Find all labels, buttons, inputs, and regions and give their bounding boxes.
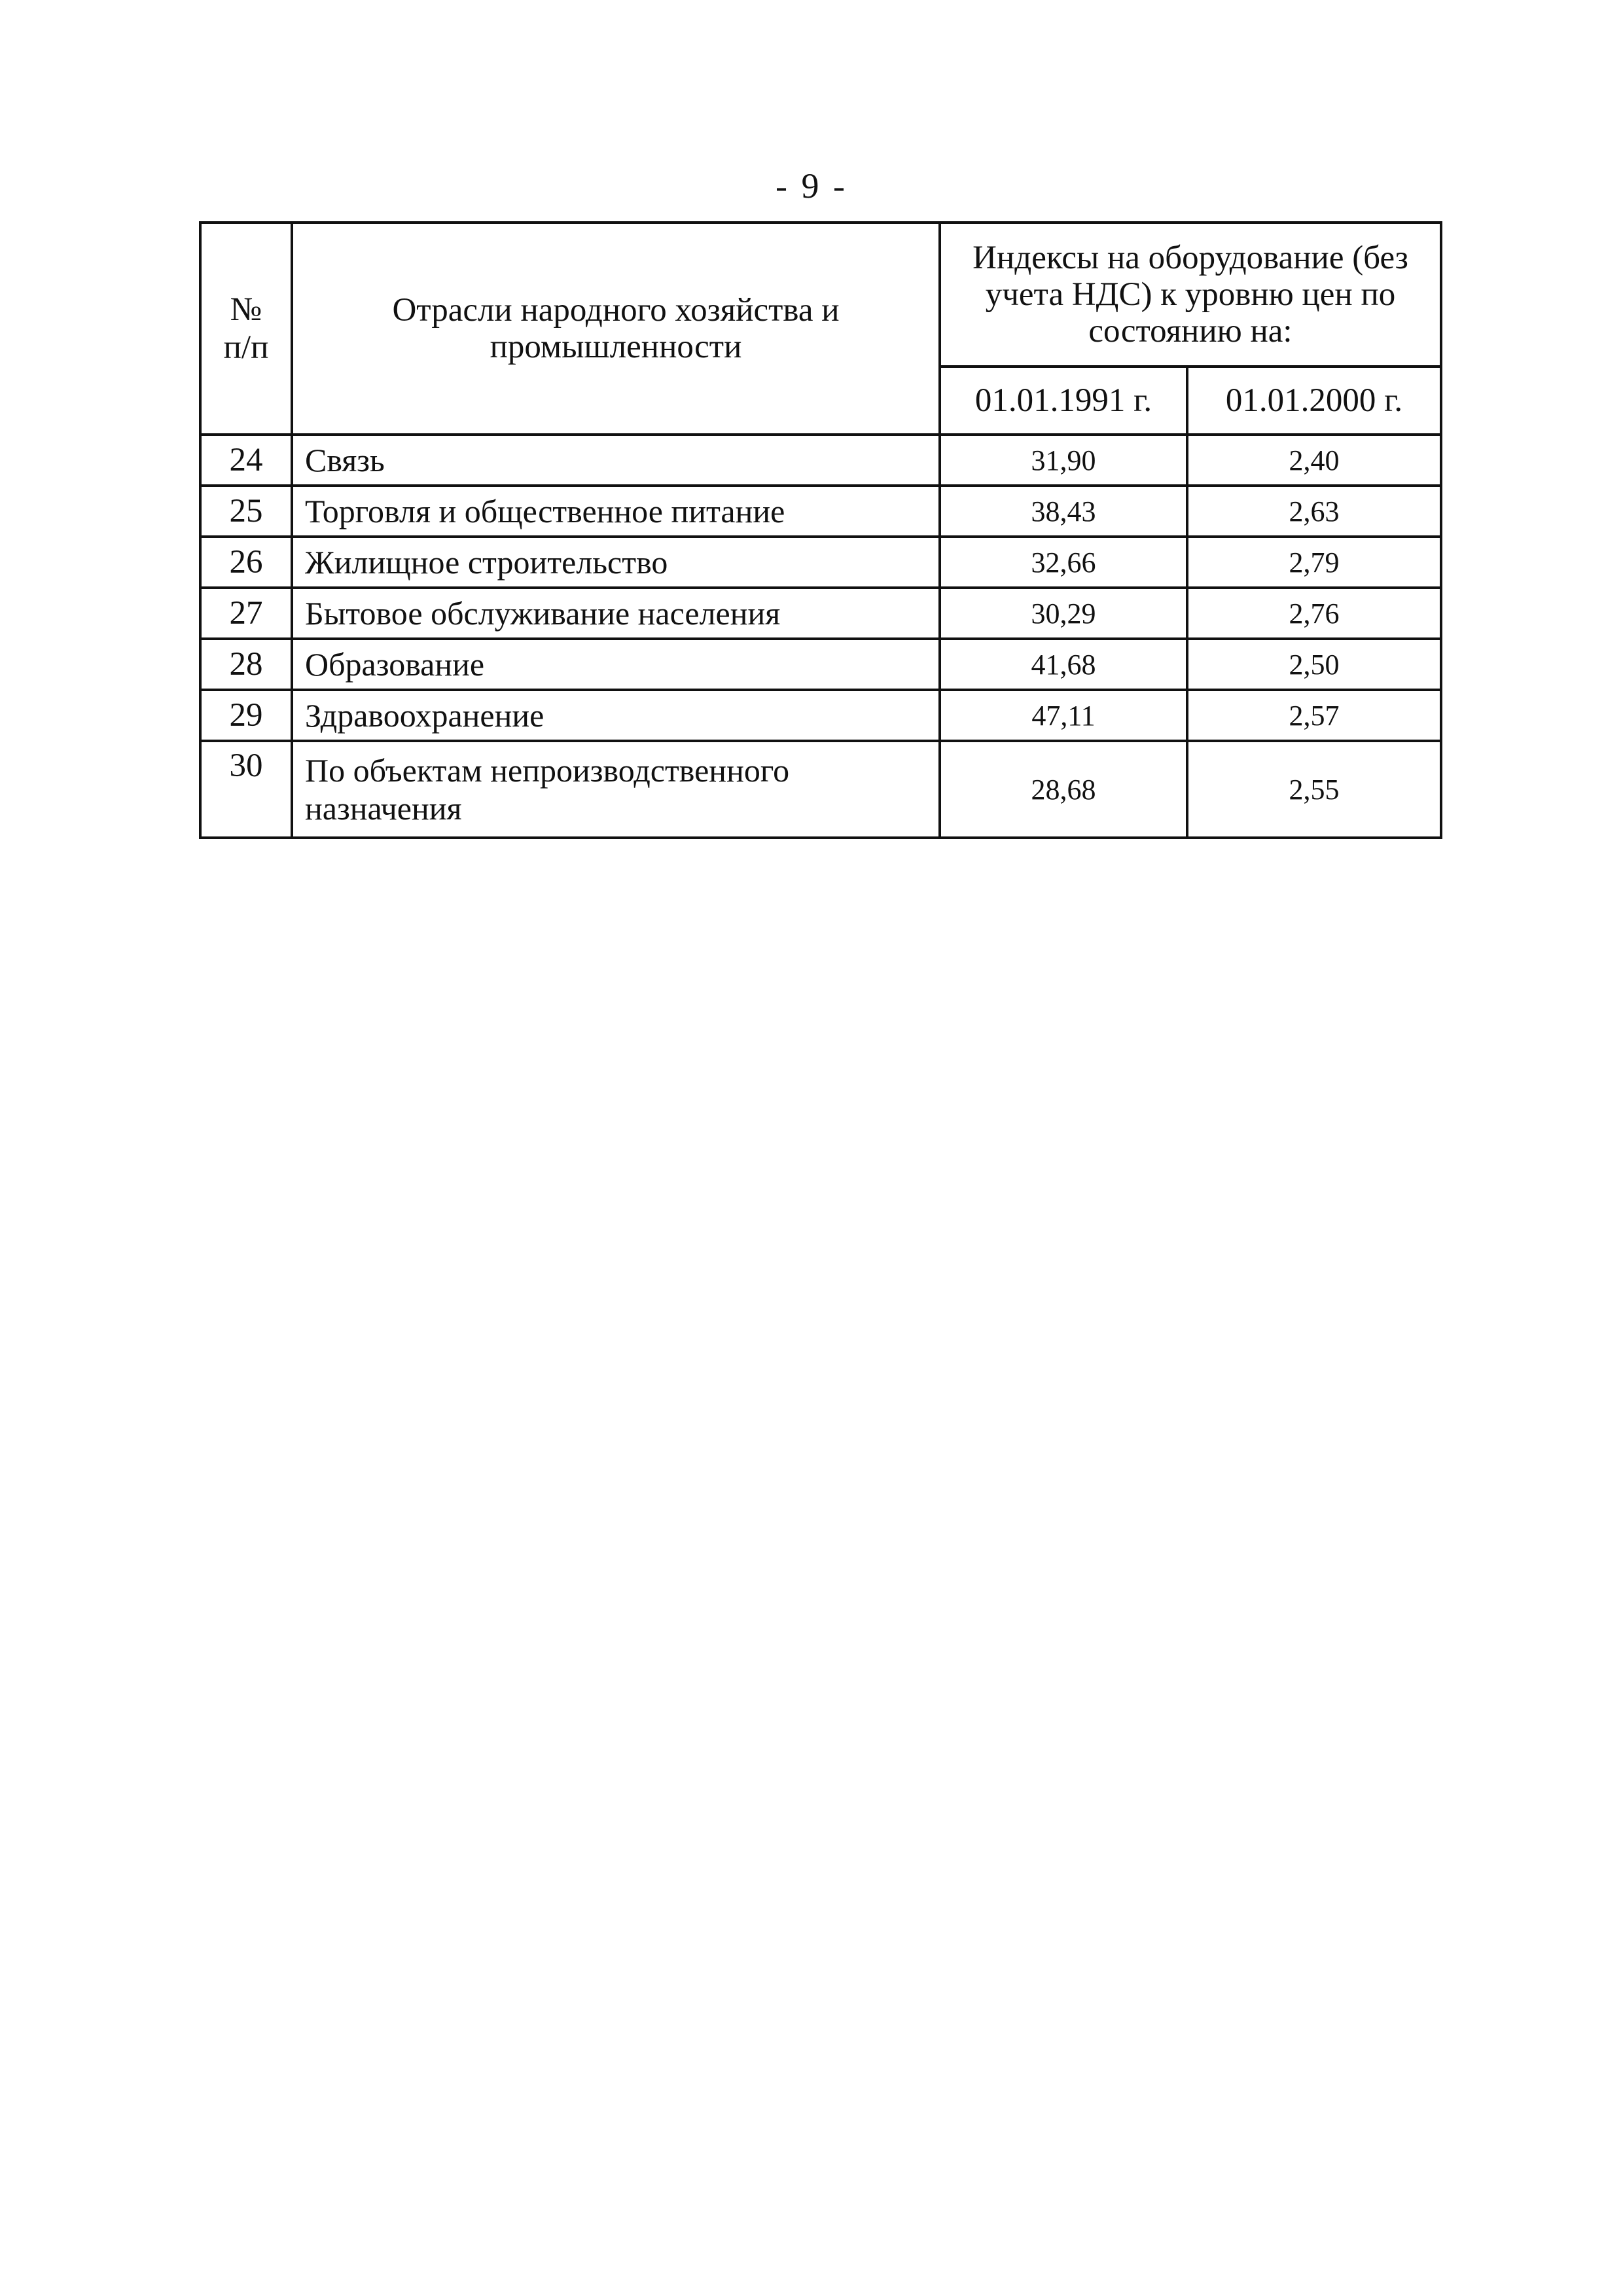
header-row xyxy=(200,223,1441,367)
row-index-2000: 2,55 xyxy=(1187,741,1441,838)
header-number-symbol: № xyxy=(230,291,262,328)
header-branch: Отрасли народного хозяйства и промышленности xyxy=(292,223,940,435)
row-branch: По объектам непроизводственного назначения xyxy=(292,741,940,838)
row-index-1991: 38,43 xyxy=(940,486,1187,537)
row-index-1991: 47,11 xyxy=(940,690,1187,741)
row-index-1991: 30,29 xyxy=(940,588,1187,639)
table-row xyxy=(200,537,1441,588)
row-number: 30 xyxy=(200,741,292,838)
header-date-1991: 01.01.1991 г. xyxy=(940,367,1187,435)
row-number: 24 xyxy=(200,435,292,486)
row-index-1991: 31,90 xyxy=(940,435,1187,486)
table-row xyxy=(200,690,1441,741)
row-index-2000: 2,63 xyxy=(1187,486,1441,537)
table-row xyxy=(200,741,1441,838)
row-branch: Здравоохранение xyxy=(292,690,940,741)
row-branch: Торговля и общественное питание xyxy=(292,486,940,537)
row-branch: Образование xyxy=(292,639,940,690)
row-index-2000: 2,79 xyxy=(1187,537,1441,588)
row-index-2000: 2,76 xyxy=(1187,588,1441,639)
row-index-2000: 2,57 xyxy=(1187,690,1441,741)
equipment-index-table xyxy=(199,221,1442,839)
row-number: 25 xyxy=(200,486,292,537)
row-number: 26 xyxy=(200,537,292,588)
row-branch: Связь xyxy=(292,435,940,486)
row-index-1991: 41,68 xyxy=(940,639,1187,690)
header-number-abbrev: п/п xyxy=(223,329,269,366)
table-header xyxy=(200,223,1441,435)
row-index-1991: 28,68 xyxy=(940,741,1187,838)
page-number: - 9 - xyxy=(776,166,847,206)
table-row xyxy=(200,639,1441,690)
table-row xyxy=(200,588,1441,639)
table-row xyxy=(200,486,1441,537)
row-number: 28 xyxy=(200,639,292,690)
table-row xyxy=(200,435,1441,486)
row-number: 27 xyxy=(200,588,292,639)
row-branch: Бытовое обслуживание населения xyxy=(292,588,940,639)
header-date-2000: 01.01.2000 г. xyxy=(1187,367,1441,435)
row-index-1991: 32,66 xyxy=(940,537,1187,588)
row-index-2000: 2,40 xyxy=(1187,435,1441,486)
row-branch: Жилищное строительство xyxy=(292,537,940,588)
header-number xyxy=(200,223,292,435)
table-body xyxy=(200,435,1441,838)
row-number: 29 xyxy=(200,690,292,741)
header-indices: Индексы на оборудование (без учета НДС) к уровню цен по состоянию на: xyxy=(940,223,1441,367)
row-index-2000: 2,50 xyxy=(1187,639,1441,690)
